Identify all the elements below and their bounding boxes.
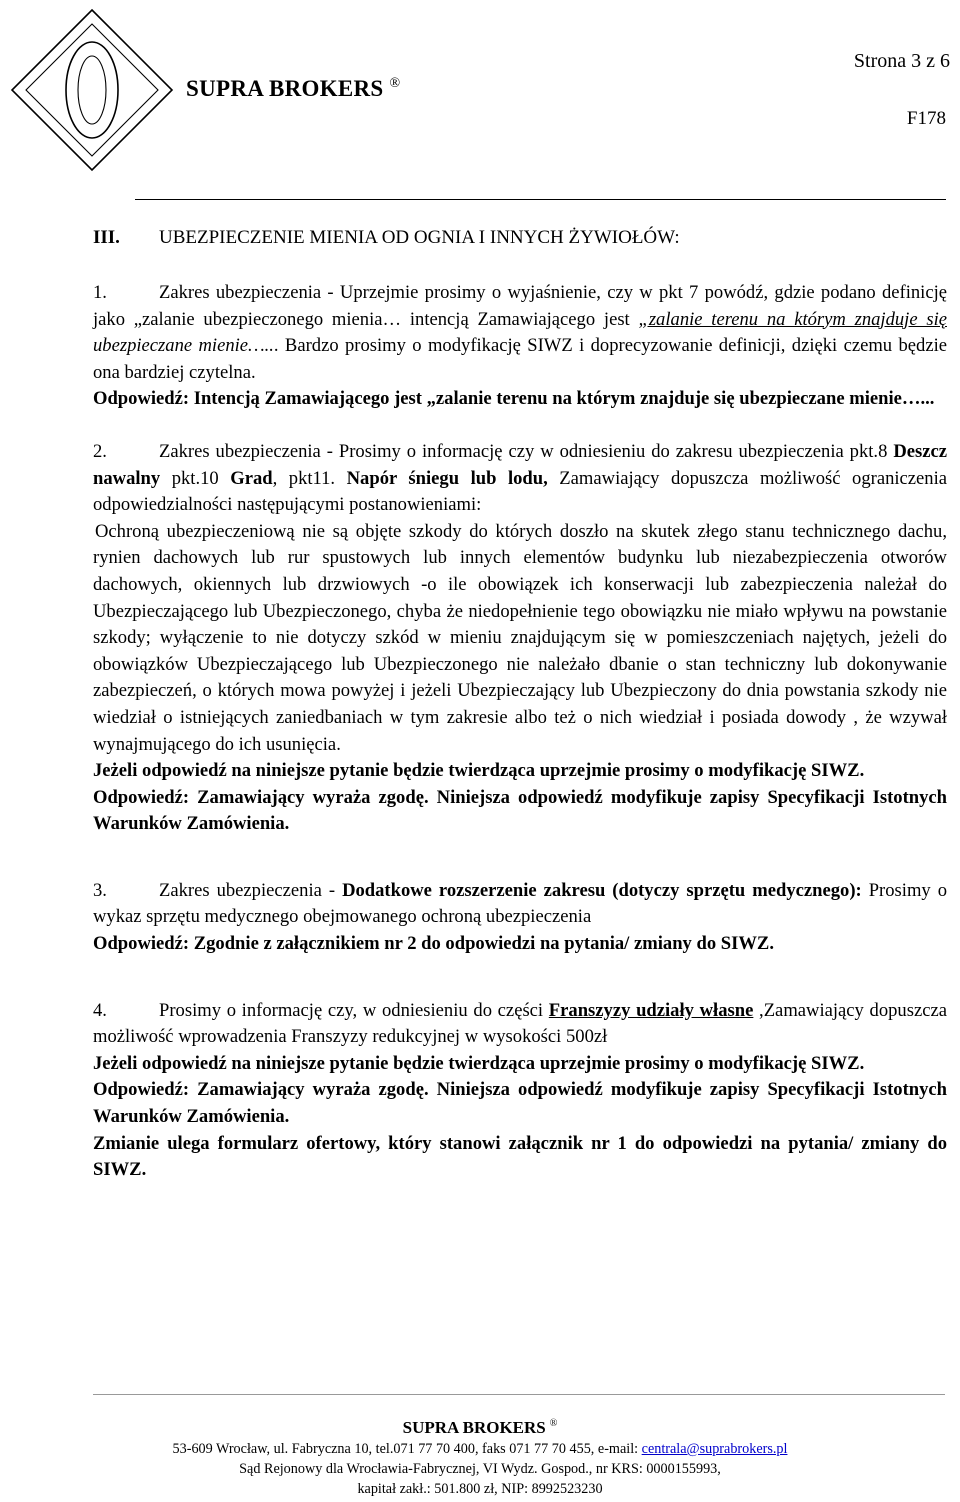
footer-court: Sąd Rejonowy dla Wrocławia-Fabrycznej, VI Wydz. Gospod., nr KRS: 0000155993, <box>239 1461 721 1477</box>
question-text: ,Zamawiający dopuszcza możliwość wprowadzenia Franszyzy redukcyjnej w wysokości 500zł <box>93 999 947 1048</box>
footer-company-text: SUPRA BROKERS <box>402 1418 546 1437</box>
risk-hail: Grad <box>230 467 273 489</box>
question-text: Zakres ubezpieczenia - <box>159 879 343 901</box>
supra-brokers-logo <box>8 6 176 174</box>
question-text: Zakres ubezpieczenia - Prosimy o informację czy w odniesieniu do zakresu ubezpieczenia pkt.8 <box>159 440 894 462</box>
question-text: pkt.10 <box>160 467 231 489</box>
item-number: 3. <box>93 879 107 901</box>
answer-1: Odpowiedź: Intencją Zamawiającego jest „zalanie terenu na którym znajduje się ubezpieczane mienie…... <box>93 388 935 410</box>
question-2 <box>93 439 947 519</box>
answer-2: Odpowiedź: Zamawiający wyraża zgodę. Niniejsza odpowiedź modyfikuje zapisy Specyfikacji Istotnych Warunków Zamówienia. <box>93 786 947 835</box>
footer-divider <box>93 1394 945 1395</box>
risk-heavy-rain: Deszcz nawalny <box>93 440 947 489</box>
risk-snow-load: Napór śniegu lub lodu, <box>346 467 548 489</box>
question-text: Prosimy o informację czy, w odniesieniu do części <box>159 999 549 1021</box>
section-title: UBEZPIECZENIE MIENIA OD OGNIA I INNYCH ŻYWIOŁÓW: <box>159 227 680 248</box>
item-number: 1. <box>93 282 107 303</box>
document-body <box>93 280 947 1184</box>
clause-2: Ochroną ubezpieczeniową nie są objęte szkody do których doszło na skutek złego stanu technicznego dachu, rynien dachowych lub rur spustowych lub innych elementów budynku lub niezabezpieczenia otworów dachowych, okiennych lub drzwiowych -o ile obowiązek ich konserwacji lub zabezpieczenia należał do Ubezpieczającego lub Ubezpieczonego, chyba że niedopełnienie tego obowiązku nie miało wpływu na powstanie szkody; wyłączenie to nie dotyczy szkód w mieniu znajdującym się w pomieszczeniach najętych, jeżeli do obowiązków Ubezpieczającego lub Ubezpieczonego nie należało dbanie o stan techniczny lub dokonywanie zabezpieczeń, o których mowa powyżej i jeżeli Ubezpieczający lub Ubezpieczony do dnia powstania szkody nie wiedział o istniejących zaniedbaniach w tym zakresie albo też o nich wiedział i posiada dowody , że wzywał wynajmującego do ich usunięcia. <box>93 520 947 755</box>
footer-capital: kapitał zakł.: 501.800 zł, NIP: 8992523230 <box>357 1481 603 1497</box>
company-name <box>186 76 400 102</box>
footer <box>0 1413 960 1499</box>
item-number: 2. <box>93 440 107 462</box>
question-text: , pkt11. <box>272 467 347 489</box>
answer-3: Odpowiedź: Zgodnie z załącznikiem nr 2 do odpowiedzi na pytania/ zmiany do SIWZ. <box>93 933 774 955</box>
footer-company-name <box>0 1413 960 1439</box>
footer-email-link[interactable]: centrala@suprabrokers.pl <box>641 1441 788 1457</box>
question-text: Prosimy o wykaz sprzętu medycznego obejmowanego ochroną ubezpieczenia <box>93 879 947 928</box>
company-name-text: SUPRA BROKERS <box>186 76 384 101</box>
question-text-end: . Bardzo prosimy o modyfikację SIWZ i doprecyzowanie definicji, dzięki czemu będzie ona bardziej czytelna. <box>93 335 947 383</box>
footer-address <box>0 1439 960 1459</box>
question-underlined: Franszyzy udziały własne <box>548 999 754 1021</box>
header-divider <box>135 199 946 200</box>
note-4: Zmianie ulega formularz ofertowy, który stanowi załącznik nr 1 do odpowiedzi na pytania/ zmiany do SIWZ. <box>93 1132 947 1181</box>
registered-mark: ® <box>389 76 401 91</box>
question-quote-end: ubezpieczane mienie….. <box>93 335 274 357</box>
document-code: F178 <box>906 108 946 129</box>
question-1 <box>93 280 947 386</box>
question-4 <box>93 998 947 1051</box>
section-heading <box>93 227 680 249</box>
section-number: III. <box>93 227 120 248</box>
question-3 <box>93 878 947 931</box>
footer-address-text: 53-609 Wrocław, ul. Fabryczna 10, tel.071 77 70 400, faks 071 77 70 455, e-mail: <box>172 1441 642 1457</box>
page-number: Strona 3 z 6 <box>853 50 950 72</box>
request-2: Jeżeli odpowiedź na niniejsze pytanie będzie twierdząca uprzejmie prosimy o modyfikację SIWZ. <box>93 760 865 782</box>
footer-registered-mark: ® <box>549 1418 558 1429</box>
question-bold: Dodatkowe rozszerzenie zakresu (dotyczy sprzętu medycznego): <box>342 879 862 901</box>
question-text: Zakres ubezpieczenia - Uprzejmie prosimy o wyjaśnienie, czy w pkt 7 powódź, gdzie podano definicję jako „zalanie ubezpieczonego mienia… intencją Zamawiającego jest <box>93 282 947 330</box>
question-text: Zamawiający dopuszcza możliwość ograniczenia odpowiedzialności następującymi postanowieniami: <box>93 467 948 516</box>
request-4: Jeżeli odpowiedź na niniejsze pytanie będzie twierdząca uprzejmie prosimy o modyfikację SIWZ. <box>93 1052 865 1074</box>
answer-4: Odpowiedź: Zamawiający wyraża zgodę. Niniejsza odpowiedź modyfikuje zapisy Specyfikacji Istotnych Warunków Zamówienia. <box>93 1079 947 1128</box>
question-quote: „zalanie terenu na którym znajduje się <box>638 308 947 330</box>
item-number: 4. <box>93 999 107 1021</box>
